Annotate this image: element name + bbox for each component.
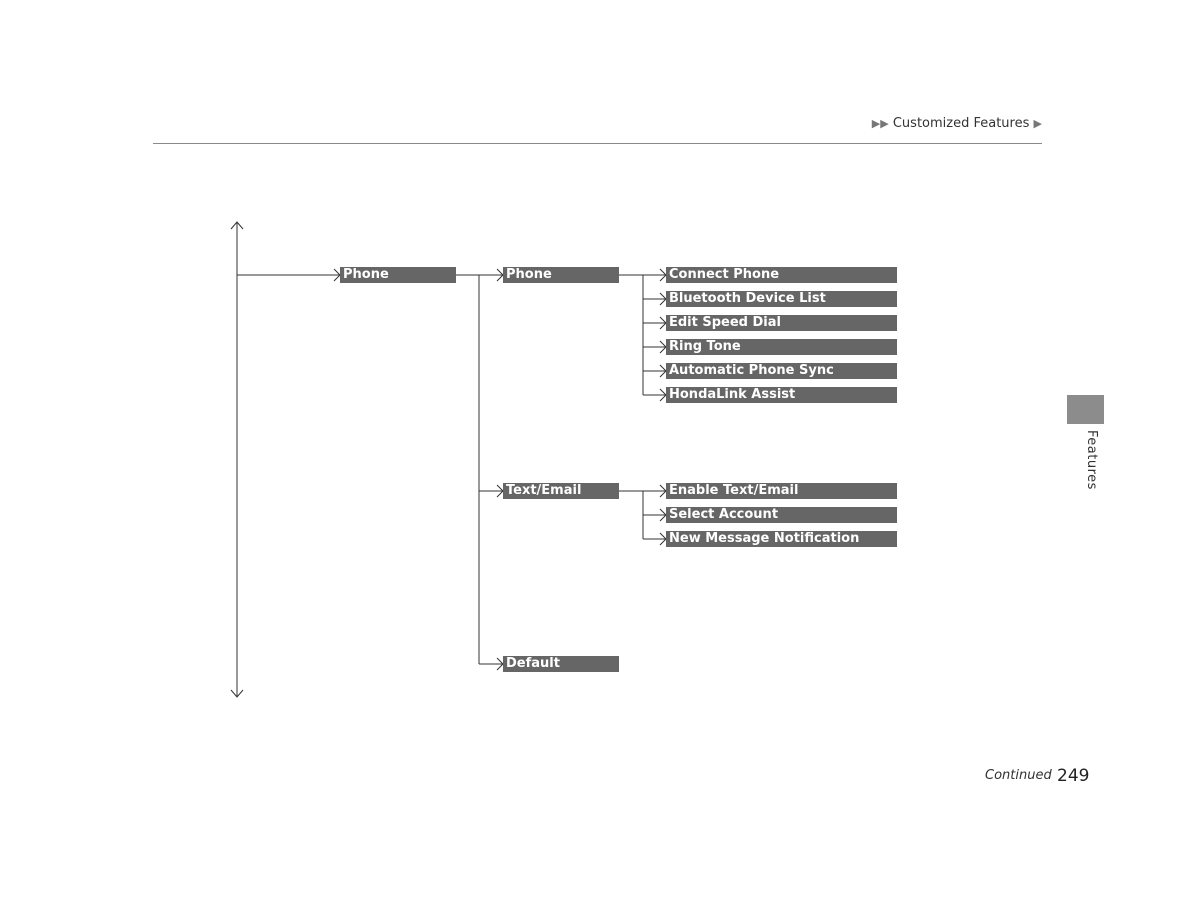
menu-item-phone[interactable]: Phone <box>503 267 619 283</box>
menu-item-edit-speed-dial[interactable]: Edit Speed Dial <box>666 315 897 331</box>
menu-item-new-message-notification[interactable]: New Message Notification <box>666 531 897 547</box>
menu-item-ring-tone[interactable]: Ring Tone <box>666 339 897 355</box>
section-tab-label: Features <box>1084 430 1099 490</box>
page-number: 249 <box>1057 766 1090 786</box>
arrow-icon: ▶ <box>1033 117 1042 130</box>
double-arrow-icon: ▶▶ <box>871 117 889 130</box>
continued-label: Continued <box>985 768 1052 783</box>
menu-item-select-account[interactable]: Select Account <box>666 507 897 523</box>
breadcrumb-text: Customized Features <box>892 116 1030 131</box>
menu-item-text-email[interactable]: Text/Email <box>503 483 619 499</box>
menu-item-connect-phone[interactable]: Connect Phone <box>666 267 897 283</box>
menu-item-phone-l1[interactable]: Phone <box>340 267 456 283</box>
menu-item-automatic-phone-sync[interactable]: Automatic Phone Sync <box>666 363 897 379</box>
menu-item-hondalink-assist[interactable]: HondaLink Assist <box>666 387 897 403</box>
menu-item-bluetooth-device-list[interactable]: Bluetooth Device List <box>666 291 897 307</box>
menu-item-enable-text-email[interactable]: Enable Text/Email <box>666 483 897 499</box>
menu-item-default[interactable]: Default <box>503 656 619 672</box>
